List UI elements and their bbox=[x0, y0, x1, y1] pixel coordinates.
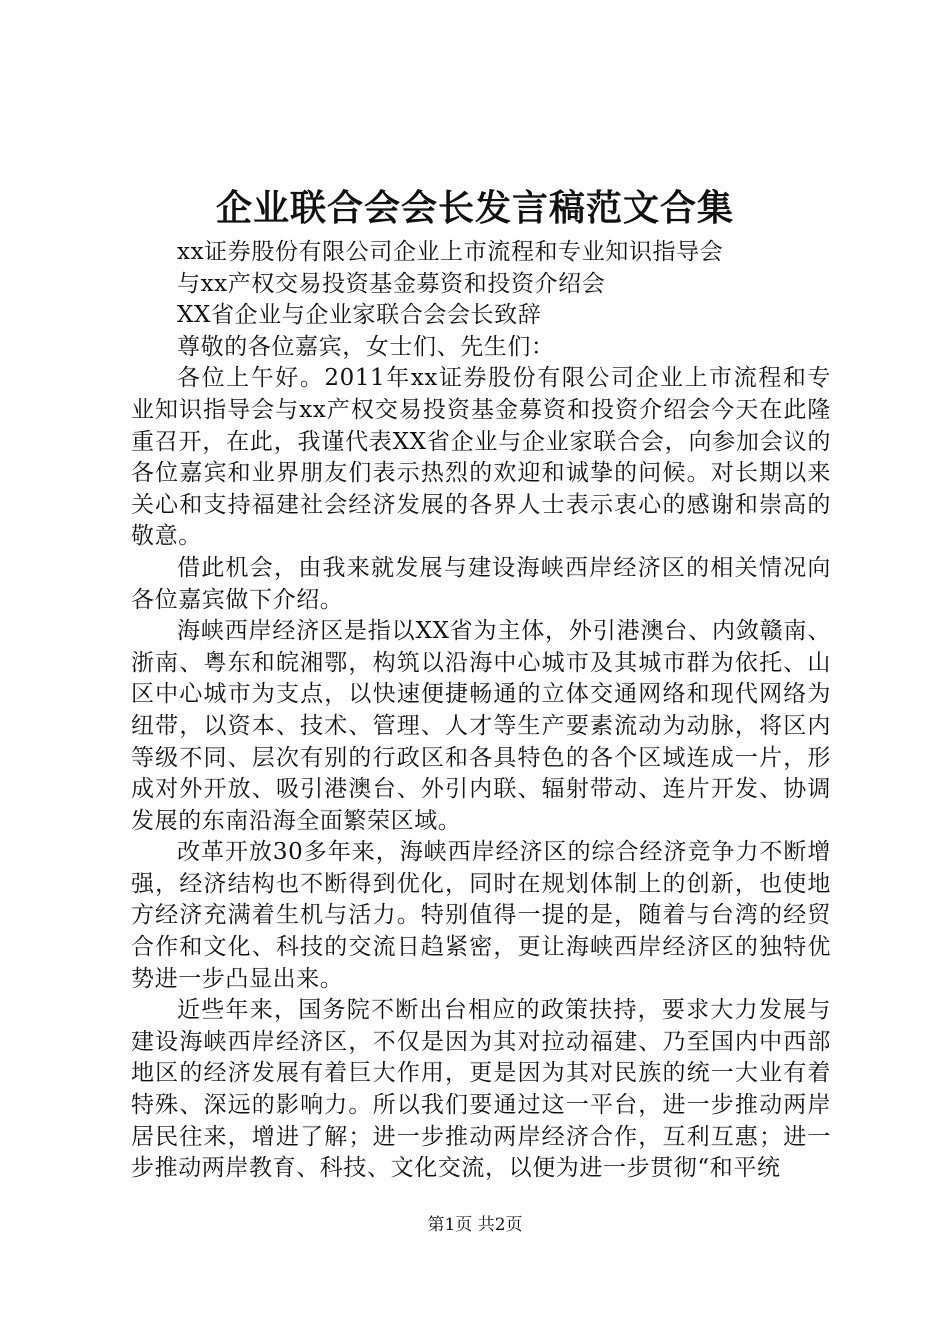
page-number-footer: 第1页 共2页 bbox=[427, 1215, 523, 1235]
paragraph-8: 改革开放30多年来，海峡西岸经济区的综合经济竞争力不断增强，经济结构也不断得到优化，同时在规划体制上的创新，也使地方经济充满着生机与活力。特别值得一提的是，随着与台湾的经贸合作和文化、科技的交流日趋紧密，更让海峡西岸经济区的独特优势进一步凸显出来。 bbox=[131, 839, 831, 992]
paragraph-5: 各位上午好。2011年xx证券股份有限公司企业上市流程和专业知识指导会与xx产权交易投资基金募资和投资介绍会今天在此隆重召开，在此，我谨代表XX省企业与企业家联合会，向参加会议的各位嘉宾和业界朋友们表示热烈的欢迎和诚挚的问候。对长期以来关心和支持福建社会经济发展的各界人士表示衷心的感谢和崇高的敬意。 bbox=[131, 365, 831, 550]
paragraph-2: 与xx产权交易投资基金募资和投资介绍会 bbox=[177, 270, 606, 297]
document-body bbox=[131, 237, 831, 1185]
document-title: 企业联合会会长发言稿范文合集 bbox=[215, 187, 734, 229]
paragraph-3: XX省企业与企业家联合会会长致辞 bbox=[177, 302, 542, 329]
paragraph-9: 近些年来，国务院不断出台相应的政策扶持，要求大力发展与建设海峡西岸经济区，不仅是因为其对拉动福建、乃至国内中西部地区的经济发展有着巨大作用，更是因为其对民族的统一大业有着特殊、深远的影响力。所以我们要通过这一平台，进一步推动两岸居民往来，增进了解；进一步推动两岸经济合作，互利互惠；进一步推动两岸教育、科技、文化交流，以便为进一步贯彻“和平统 bbox=[131, 997, 831, 1182]
paragraph-7: 海峡西岸经济区是指以XX省为主体，外引港澳台、内敛赣南、浙南、粤东和皖湘鄂，构筑以沿海中心城市及其城市群为依托、山区中心城市为支点，以快速便捷畅通的立体交通网络和现代网络为纽带，以资本、技术、管理、人才等生产要素流动为动脉，将区内等级不同、层次有别的行政区和各具特色的各个区域连成一片，形成对外开放、吸引港澳台、外引内联、辐射带动、连片开发、协调发展的东南沿海全面繁荣区域。 bbox=[131, 618, 831, 834]
paragraph-4: 尊敬的各位嘉宾，女士们、先生们： bbox=[177, 333, 555, 360]
paragraph-1: xx证券股份有限公司企业上市流程和专业知识指导会 bbox=[177, 239, 724, 265]
paragraph-6: 借此机会，由我来就发展与建设海峡西岸经济区的相关情况向各位嘉宾做下介绍。 bbox=[131, 554, 831, 613]
